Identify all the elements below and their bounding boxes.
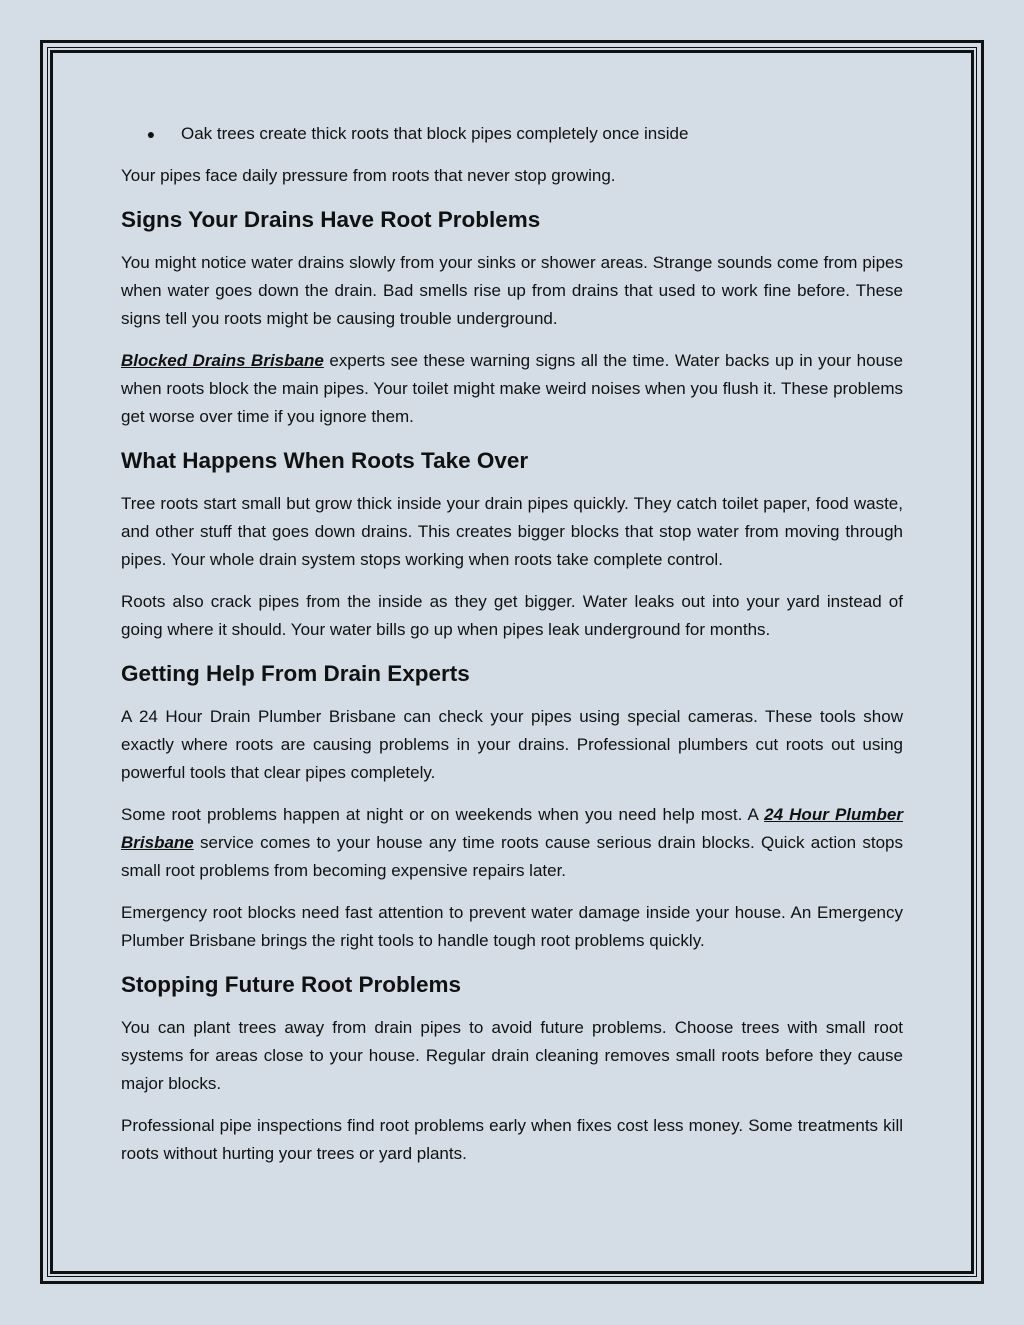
section-heading-stopping-future: Stopping Future Root Problems [121, 972, 461, 997]
bullet-icon: ● [146, 126, 156, 142]
paragraph: Emergency root blocks need fast attention to prevent water damage inside your house. An Emergency Plumber Brisbane brings the right tools to handle tough root problems quickly. [121, 903, 903, 950]
intro-paragraph: Your pipes face daily pressure from roots that never stop growing. [121, 166, 616, 185]
paragraph-text: experts see these warning signs all the time. Water backs up in your house when roots block the main pipes. Your toilet might make weird noises when you flush it. These problems get worse over time if you ignore them. [121, 351, 903, 426]
paragraph-text: Some root problems happen at night or on weekends when you need help most. A [121, 805, 765, 824]
section-heading-signs: Signs Your Drains Have Root Problems [121, 207, 541, 232]
document-body [121, 120, 903, 1182]
section-heading-roots-take-over: What Happens When Roots Take Over [121, 448, 529, 473]
paragraph [121, 801, 903, 885]
blocked-drains-brisbane-link[interactable]: Blocked Drains Brisbane [121, 351, 324, 370]
24-hour-plumber-brisbane-link[interactable]: 24 Hour Plumber Brisbane [121, 805, 903, 852]
paragraph: Tree roots start small but grow thick inside your drain pipes quickly. They catch toilet paper, food waste, and other stuff that goes down drains. This creates bigger blocks that stop water from moving through pipes. Your whole drain system stops working when roots take complete control. [121, 494, 903, 569]
paragraph-text: service comes to your house any time roots cause serious drain blocks. Quick action stops small root problems from becoming expensive repairs later. [121, 833, 903, 880]
paragraph [121, 347, 903, 431]
paragraph: A 24 Hour Drain Plumber Brisbane can check your pipes using special cameras. These tools show exactly where roots are causing problems in your drains. Professional plumbers cut roots out using powerful tools that clear pipes completely. [121, 707, 903, 782]
section-heading-getting-help: Getting Help From Drain Experts [121, 661, 470, 686]
paragraph: Roots also crack pipes from the inside as they get bigger. Water leaks out into your yard instead of going where it should. Your water bills go up when pipes leak underground for months. [121, 592, 903, 639]
list-item-text: Oak trees create thick roots that block pipes completely once inside [181, 124, 689, 143]
paragraph: Professional pipe inspections find root problems early when fixes cost less money. Some treatments kill roots without hurting your trees or yard plants. [121, 1116, 903, 1163]
paragraph: You might notice water drains slowly from your sinks or shower areas. Strange sounds come from pipes when water goes down the drain. Bad smells rise up from drains that used to work fine before. These signs tell you roots might be causing trouble underground. [121, 253, 903, 328]
paragraph: You can plant trees away from drain pipes to avoid future problems. Choose trees with small root systems for areas close to your house. Regular drain cleaning removes small roots before they cause major blocks. [121, 1018, 903, 1093]
list-item [121, 120, 903, 148]
